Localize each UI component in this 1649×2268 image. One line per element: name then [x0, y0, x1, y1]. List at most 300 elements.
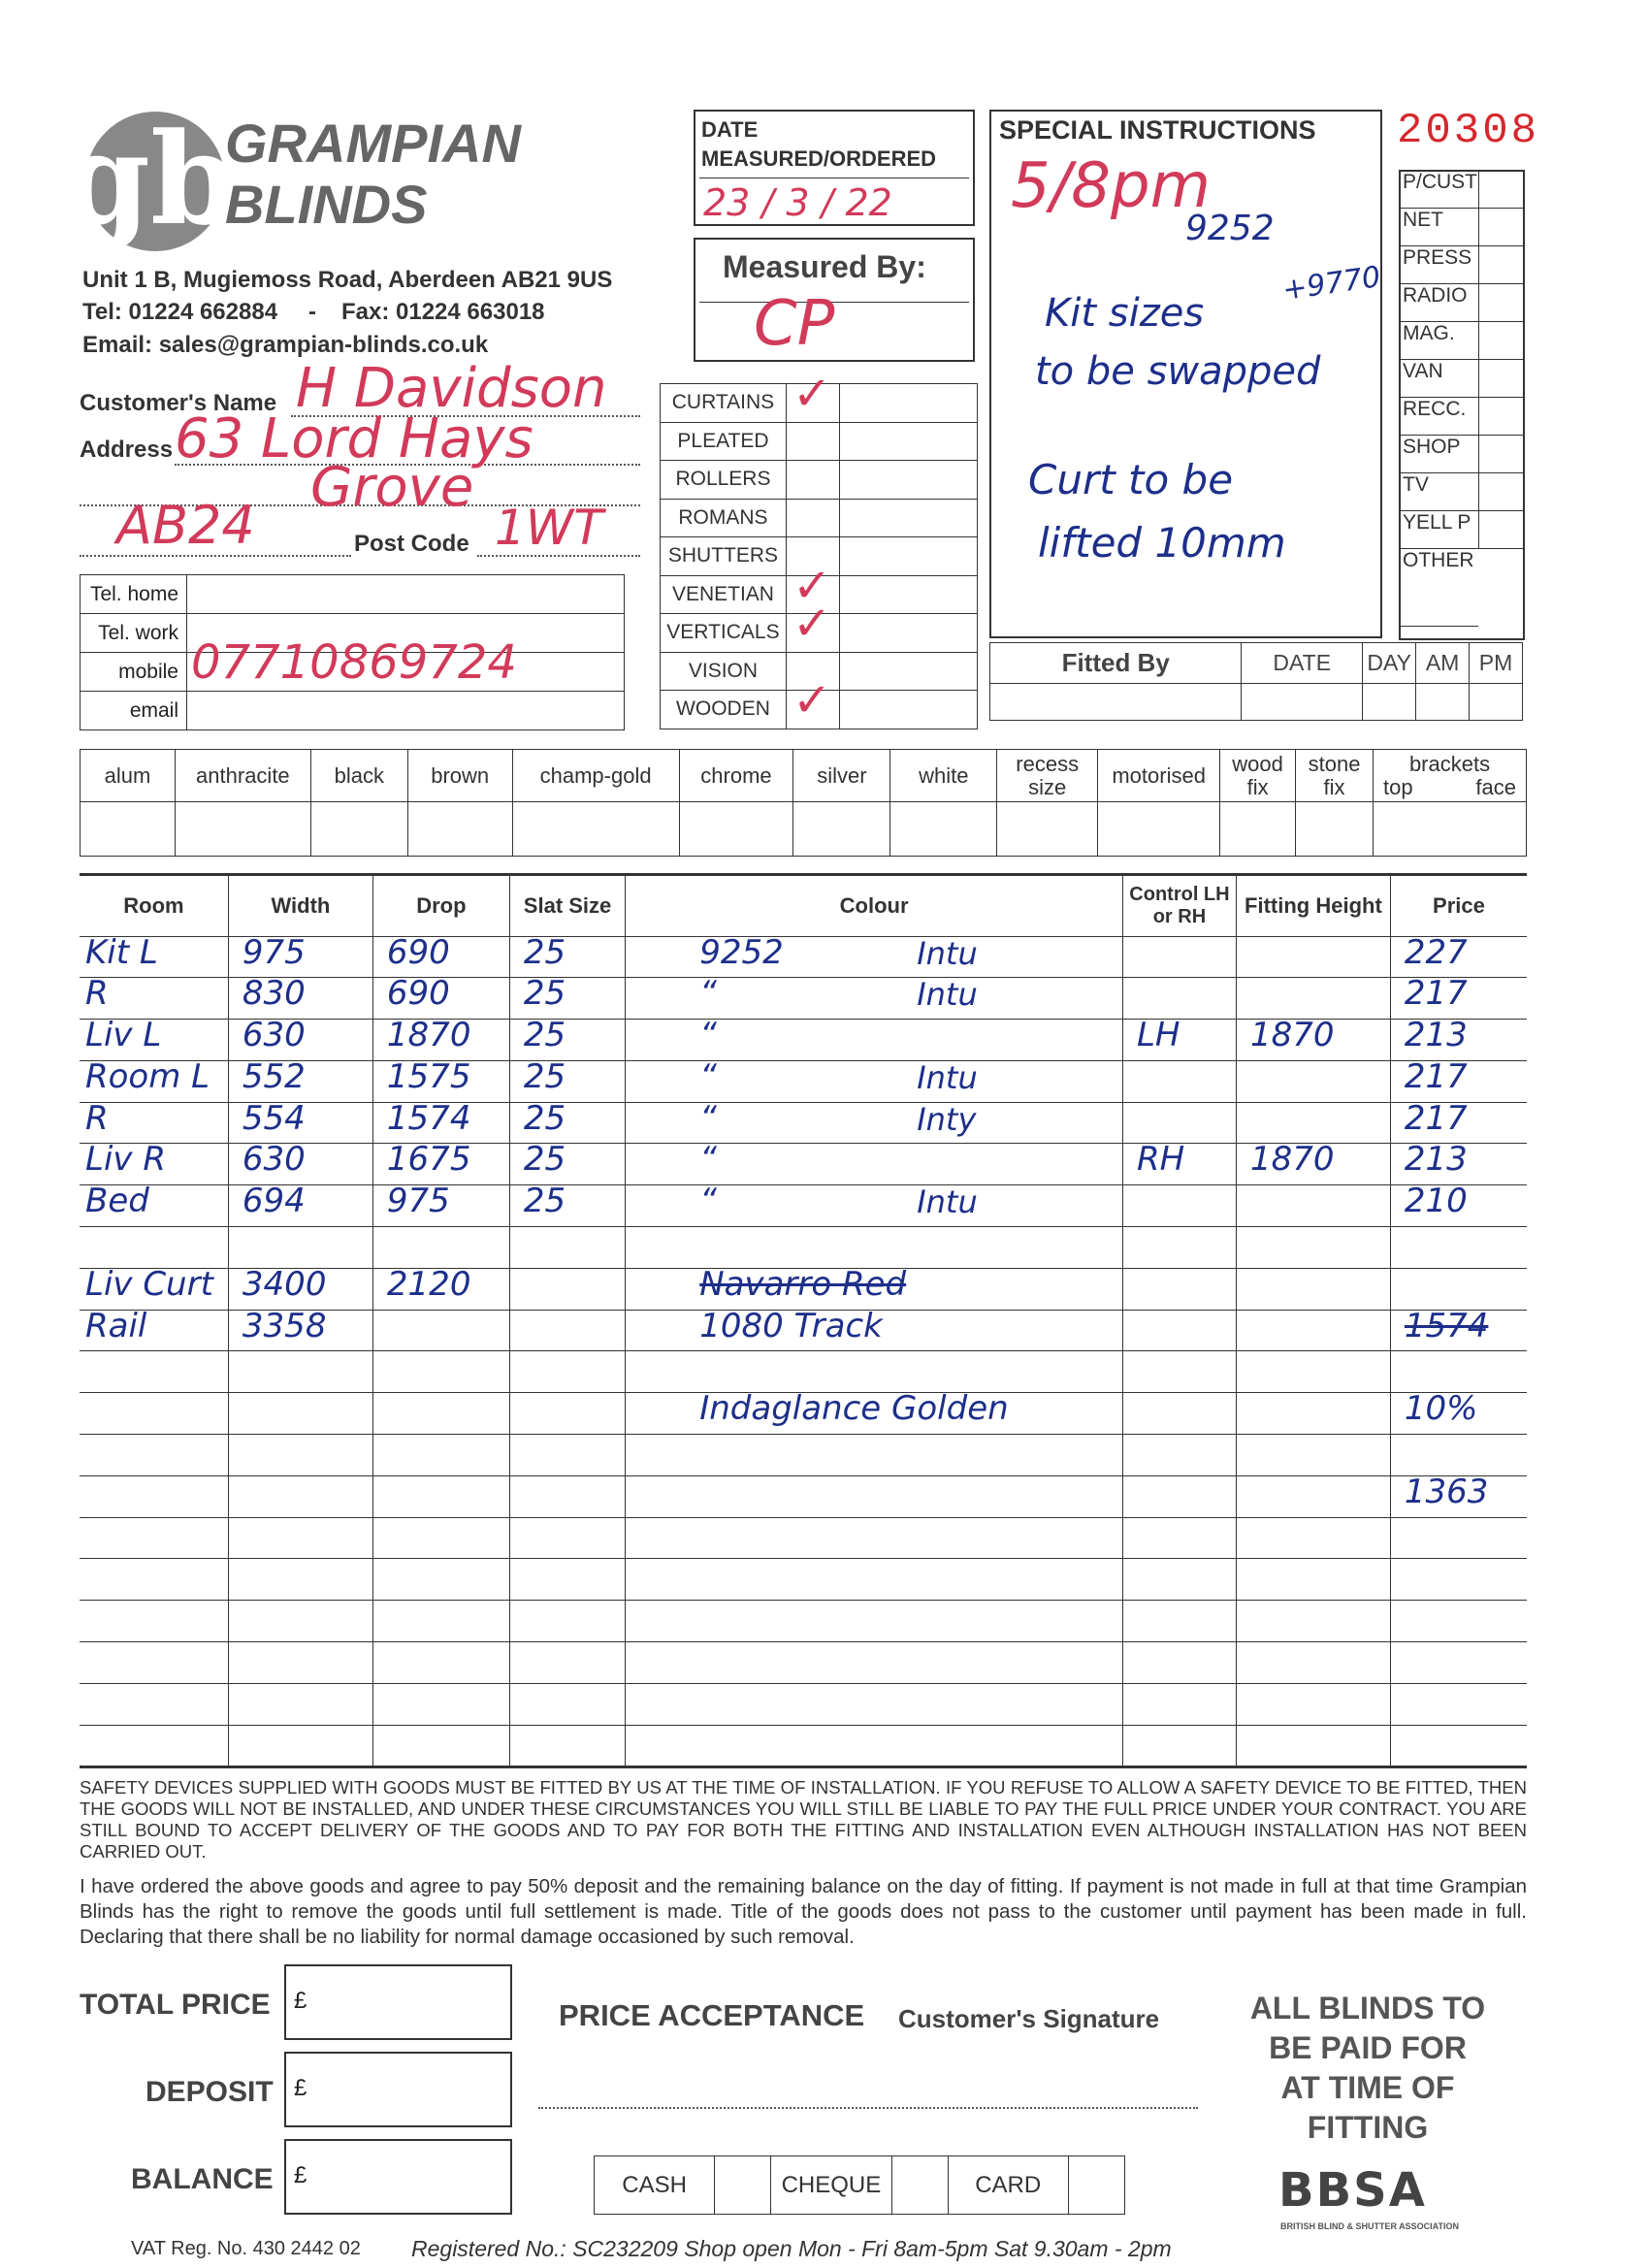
cell-room[interactable]	[80, 974, 228, 1020]
cell-colour[interactable]	[626, 1475, 1123, 1517]
option-value[interactable]	[1098, 802, 1220, 857]
cell-colour[interactable]	[626, 932, 1123, 978]
cell-width[interactable]	[228, 1475, 372, 1517]
logo-circle-icon	[62, 105, 239, 254]
cell-drop[interactable]	[372, 1601, 509, 1642]
cell-slat-text: 25	[523, 1098, 566, 1138]
cell-control[interactable]	[1122, 1559, 1236, 1601]
table-row	[80, 1475, 1527, 1517]
cell-control[interactable]	[1122, 1475, 1236, 1517]
cell-colour[interactable]	[626, 1517, 1123, 1559]
cell-room[interactable]	[80, 1016, 228, 1061]
option-chrome: chrome	[679, 750, 793, 802]
cell-width[interactable]	[228, 1306, 372, 1351]
option-value[interactable]	[175, 802, 310, 857]
balance-label: BALANCE	[131, 2163, 274, 2195]
cell-control[interactable]	[1122, 1060, 1236, 1102]
col-room: Room	[80, 876, 228, 936]
postcode-value[interactable]: 1WT	[495, 500, 603, 556]
cell-colour[interactable]	[626, 1601, 1123, 1642]
cell-price[interactable]	[1390, 1056, 1527, 1102]
date-box	[694, 110, 975, 226]
cell-colour[interactable]	[626, 1725, 1123, 1766]
cell-price[interactable]	[1390, 1182, 1527, 1227]
option-value[interactable]	[81, 802, 176, 857]
check-mark-icon: ✓	[792, 673, 832, 728]
product-notes[interactable]	[839, 537, 977, 576]
cell-price[interactable]	[1390, 1559, 1527, 1601]
product-checkbox[interactable]	[786, 422, 839, 461]
cell-price[interactable]	[1390, 1016, 1527, 1061]
cell-fitting[interactable]	[1236, 1140, 1390, 1185]
address-value-3[interactable]: AB24	[116, 495, 255, 556]
product-checkbox[interactable]	[786, 461, 839, 500]
product-label: PLEATED	[661, 422, 787, 461]
balance-currency: £	[294, 2162, 307, 2188]
cell-drop[interactable]	[372, 1140, 509, 1185]
cell-fitting[interactable]	[1236, 1310, 1390, 1351]
special-instructions-box	[989, 110, 1382, 638]
cell-room-text: Bed	[85, 1182, 149, 1221]
fitted-pm-label: PM	[1470, 643, 1523, 684]
cell-fitting[interactable]	[1236, 936, 1390, 978]
cell-width[interactable]	[228, 1098, 372, 1144]
cell-price[interactable]	[1390, 1472, 1527, 1517]
source-label: SHOP	[1400, 436, 1479, 473]
date-value[interactable]: 23 / 3 / 22	[703, 181, 892, 224]
option-brown: brown	[407, 750, 512, 802]
option-value[interactable]	[793, 802, 890, 857]
cell-drop[interactable]	[372, 1725, 509, 1766]
product-notes[interactable]	[839, 691, 977, 729]
cell-drop[interactable]	[372, 974, 509, 1020]
option-anthracite: anthracite	[175, 750, 310, 802]
cell-drop[interactable]	[372, 1016, 509, 1061]
payment-cash-checkbox[interactable]	[715, 2156, 771, 2215]
cell-drop[interactable]	[372, 1056, 509, 1102]
cell-slat[interactable]	[509, 1016, 625, 1061]
cell-drop[interactable]	[372, 1393, 509, 1435]
cell-price[interactable]	[1390, 974, 1527, 1020]
source-list-frame	[1399, 170, 1525, 640]
product-notes[interactable]	[839, 499, 977, 537]
cell-colour[interactable]	[626, 1098, 1123, 1144]
table-row	[80, 1683, 1527, 1725]
cell-drop[interactable]	[372, 1227, 509, 1269]
cell-width[interactable]	[228, 1140, 372, 1185]
cell-drop[interactable]	[372, 932, 509, 978]
cell-slat[interactable]	[509, 1140, 625, 1185]
cell-fitting[interactable]	[1236, 1435, 1390, 1476]
option-value[interactable]	[407, 802, 512, 857]
cell-width[interactable]	[228, 1559, 372, 1601]
cell-width[interactable]	[228, 1182, 372, 1227]
tel-fax-separator: -	[308, 299, 316, 325]
cell-room[interactable]	[80, 1559, 228, 1601]
cell-price[interactable]	[1390, 1683, 1527, 1725]
total-price-field[interactable]	[284, 1964, 512, 2040]
cell-colour[interactable]	[626, 1227, 1123, 1269]
cell-price-text: 213	[1404, 1016, 1468, 1055]
cell-control[interactable]	[1122, 1268, 1236, 1310]
cell-control[interactable]	[1122, 1185, 1236, 1227]
cell-fitting[interactable]	[1236, 1393, 1390, 1435]
cell-control[interactable]	[1122, 1351, 1236, 1393]
option-value[interactable]	[1220, 802, 1296, 857]
product-checkbox[interactable]	[786, 597, 839, 653]
product-notes[interactable]	[839, 614, 977, 653]
cell-room[interactable]	[80, 1227, 228, 1269]
email-value[interactable]	[187, 692, 625, 730]
cell-slat[interactable]	[509, 1642, 625, 1684]
cell-room[interactable]	[80, 1098, 228, 1144]
cell-colour[interactable]	[626, 1264, 1123, 1310]
cell-slat-text: 25	[523, 1056, 566, 1096]
company-email: Email: sales@grampian-blinds.co.uk	[82, 332, 489, 358]
cell-fitting[interactable]	[1236, 1559, 1390, 1601]
cell-slat[interactable]	[509, 1310, 625, 1351]
mobile-value-cell[interactable]	[187, 635, 625, 692]
cell-control[interactable]	[1122, 1227, 1236, 1269]
product-notes[interactable]	[839, 384, 977, 423]
product-notes[interactable]	[839, 575, 977, 614]
special-line-3[interactable]: Kit sizes	[1045, 291, 1205, 336]
option-white: white	[890, 750, 997, 802]
cell-slat[interactable]	[509, 932, 625, 978]
customer-name-label: Customer's Name	[80, 390, 277, 416]
notice-line3: AT TIME OF	[1280, 2070, 1455, 2105]
cell-price[interactable]	[1390, 1268, 1527, 1310]
cell-drop-text: 1870	[386, 1016, 471, 1055]
product-label: VERTICALS	[661, 614, 787, 653]
cell-room[interactable]	[80, 1351, 228, 1393]
cell-fitting[interactable]	[1236, 1268, 1390, 1310]
source-label: P/CUST	[1400, 171, 1479, 209]
option-stone-fix: stone fix	[1296, 750, 1374, 802]
fitted-date-label: DATE	[1242, 643, 1363, 684]
product-notes[interactable]	[839, 422, 977, 461]
cell-fitting[interactable]	[1236, 1683, 1390, 1725]
check-mark-icon: ✓	[792, 367, 832, 421]
cell-control[interactable]	[1122, 1016, 1236, 1061]
cell-fitting[interactable]	[1236, 1060, 1390, 1102]
company-fax: Fax: 01224 663018	[341, 299, 545, 325]
cell-drop[interactable]	[372, 1559, 509, 1601]
cell-room[interactable]	[80, 1182, 228, 1227]
cell-drop[interactable]	[372, 1264, 509, 1310]
option-value[interactable]	[310, 802, 407, 857]
cell-colour-text: 9252	[699, 932, 784, 972]
cell-slat[interactable]	[509, 1683, 625, 1725]
option-value[interactable]	[512, 802, 679, 857]
source-label: OTHER	[1400, 549, 1479, 627]
cell-fitting[interactable]	[1236, 1351, 1390, 1393]
cell-room[interactable]	[80, 1435, 228, 1476]
cell-control[interactable]	[1122, 1393, 1236, 1435]
cell-drop-text: 690	[386, 932, 450, 972]
cell-width[interactable]	[228, 974, 372, 1020]
tel-home-value[interactable]	[187, 575, 625, 614]
cell-width[interactable]	[228, 1351, 372, 1393]
cell-control[interactable]	[1122, 1683, 1236, 1725]
mobile-value: 07710869724	[191, 635, 517, 690]
cell-control[interactable]	[1122, 1435, 1236, 1476]
table-row	[80, 1393, 1527, 1435]
cell-control[interactable]	[1122, 978, 1236, 1020]
cell-width[interactable]	[228, 1683, 372, 1725]
col-slat: Slat Size	[509, 876, 625, 936]
cell-fitting[interactable]	[1236, 978, 1390, 1020]
product-label: VISION	[661, 652, 787, 691]
cell-fitting[interactable]	[1236, 1102, 1390, 1144]
cell-price[interactable]	[1390, 1601, 1527, 1642]
table-row	[80, 978, 1527, 1020]
check-mark-icon: ✓	[792, 597, 832, 651]
cell-colour[interactable]	[626, 1306, 1123, 1351]
cell-room-text: Liv R	[85, 1140, 166, 1180]
cell-width[interactable]	[228, 1435, 372, 1476]
cell-drop[interactable]	[372, 1351, 509, 1393]
cell-room[interactable]	[80, 1725, 228, 1766]
option-value[interactable]	[1374, 802, 1527, 857]
cell-colour[interactable]	[626, 1056, 1123, 1102]
fitted-day-value[interactable]	[1363, 684, 1416, 721]
cell-room[interactable]	[80, 1642, 228, 1684]
special-line-time[interactable]: 5/8pm	[1011, 150, 1211, 222]
cell-price[interactable]	[1390, 1642, 1527, 1684]
cell-drop-text: 690	[386, 974, 450, 1014]
cell-control-text: RH	[1136, 1140, 1185, 1180]
fitted-pm-value[interactable]	[1470, 684, 1523, 721]
product-type-table	[660, 367, 978, 729]
cell-fitting[interactable]	[1236, 1642, 1390, 1684]
payment-cheque-label: CHEQUE	[771, 2156, 891, 2215]
table-row	[80, 936, 1527, 978]
price-acceptance-subtitle: Customer's Signature	[898, 2004, 1160, 2033]
cell-width-text: 975	[242, 932, 306, 972]
cell-colour[interactable]	[626, 1389, 1123, 1435]
cell-slat-text: 25	[523, 1182, 566, 1221]
address-value-1[interactable]: 63 Lord Hays	[175, 407, 534, 470]
cell-room[interactable]	[80, 1475, 228, 1517]
cell-drop[interactable]	[372, 1683, 509, 1725]
cell-fitting[interactable]	[1236, 1185, 1390, 1227]
cell-control[interactable]	[1122, 1517, 1236, 1559]
notice-line4: FITTING	[1307, 2110, 1429, 2145]
cell-room[interactable]	[80, 1601, 228, 1642]
cell-colour[interactable]	[626, 974, 1123, 1020]
table-row	[80, 1559, 1527, 1601]
cell-room[interactable]	[80, 1517, 228, 1559]
price-acceptance-title: PRICE ACCEPTANCE	[559, 1998, 865, 2032]
deposit-field[interactable]	[284, 2052, 512, 2127]
cell-fitting[interactable]	[1236, 1475, 1390, 1517]
cell-price[interactable]	[1390, 1517, 1527, 1559]
company-tel: Tel: 01224 662884	[82, 299, 278, 325]
fitted-date-value[interactable]	[1242, 684, 1363, 721]
cell-fitting[interactable]	[1236, 1227, 1390, 1269]
special-line-5[interactable]: Curt to be	[1028, 456, 1234, 503]
cell-control[interactable]	[1122, 1140, 1236, 1185]
cell-width[interactable]	[228, 1227, 372, 1269]
cell-slat[interactable]	[509, 1517, 625, 1559]
cell-note-text: Intu	[917, 976, 978, 1014]
cell-slat-text: 25	[523, 974, 566, 1014]
cell-price[interactable]	[1390, 1435, 1527, 1476]
special-line-6[interactable]: lifted 10mm	[1038, 519, 1286, 567]
company-name-line2: BLINDS	[225, 174, 428, 235]
cell-drop[interactable]	[372, 1098, 509, 1144]
cell-control[interactable]	[1122, 1725, 1236, 1766]
table-row	[80, 1268, 1527, 1310]
cell-fitting[interactable]	[1236, 1016, 1390, 1061]
table-row	[80, 1601, 1527, 1642]
product-notes[interactable]	[839, 652, 977, 691]
address-value-2[interactable]: Grove	[310, 456, 474, 519]
cell-slat[interactable]	[509, 974, 625, 1020]
payment-cheque-checkbox[interactable]	[891, 2156, 948, 2215]
cell-width[interactable]	[228, 1264, 372, 1310]
cell-colour[interactable]	[626, 1016, 1123, 1061]
cell-price[interactable]	[1390, 1140, 1527, 1185]
cell-slat[interactable]	[509, 1182, 625, 1227]
cell-room[interactable]	[80, 1393, 228, 1435]
cell-drop[interactable]	[372, 1475, 509, 1517]
cell-slat[interactable]	[509, 1268, 625, 1310]
cell-control[interactable]	[1122, 1310, 1236, 1351]
cell-room[interactable]	[80, 1264, 228, 1310]
cell-drop[interactable]	[372, 1310, 509, 1351]
signature-line[interactable]	[538, 2107, 1198, 2109]
cell-width[interactable]	[228, 1601, 372, 1642]
cell-colour[interactable]	[626, 1351, 1123, 1393]
cell-price[interactable]	[1390, 1725, 1527, 1766]
product-checkbox[interactable]	[786, 673, 839, 729]
cell-width[interactable]	[228, 932, 372, 978]
cell-drop[interactable]	[372, 1517, 509, 1559]
cell-slat[interactable]	[509, 1725, 625, 1766]
cell-room[interactable]	[80, 932, 228, 978]
cell-price-text: 227	[1404, 932, 1468, 972]
product-checkbox[interactable]	[786, 367, 839, 423]
cell-slat[interactable]	[509, 1475, 625, 1517]
special-line-4[interactable]: to be swapped	[1035, 349, 1321, 394]
cell-drop-text: 1574	[386, 1098, 471, 1138]
cell-price[interactable]	[1390, 1098, 1527, 1144]
cell-slat-text: 25	[523, 1016, 566, 1055]
cell-fitting[interactable]	[1236, 1601, 1390, 1642]
cell-control[interactable]	[1122, 936, 1236, 978]
cell-price[interactable]	[1390, 1306, 1527, 1351]
cell-width[interactable]	[228, 1517, 372, 1559]
cell-slat[interactable]	[509, 1559, 625, 1601]
cell-control[interactable]	[1122, 1601, 1236, 1642]
cell-width-text: 554	[242, 1098, 306, 1138]
option-champ-gold: champ-gold	[512, 750, 679, 802]
cell-colour[interactable]	[626, 1559, 1123, 1601]
cell-drop[interactable]	[372, 1642, 509, 1684]
brackets-top: top	[1383, 774, 1413, 799]
fitted-by-value[interactable]	[990, 684, 1242, 721]
table-row	[80, 1020, 1527, 1061]
option-wood-fix: wood fix	[1220, 750, 1296, 802]
cell-width[interactable]	[228, 1725, 372, 1766]
product-checkbox[interactable]	[786, 499, 839, 537]
option-silver: silver	[793, 750, 890, 802]
product-notes[interactable]	[839, 461, 977, 500]
customer-name[interactable]: H Davidson	[296, 357, 607, 420]
cell-width[interactable]	[228, 1016, 372, 1061]
cell-room[interactable]	[80, 1306, 228, 1351]
source-label: RADIO	[1400, 284, 1479, 322]
cell-width-text: 3400	[242, 1264, 327, 1304]
cell-price[interactable]	[1390, 1351, 1527, 1393]
cell-slat[interactable]	[509, 1098, 625, 1144]
cell-slat[interactable]	[509, 1435, 625, 1476]
cell-width[interactable]	[228, 1642, 372, 1684]
cell-fitting[interactable]	[1236, 1725, 1390, 1766]
cell-colour[interactable]	[626, 1182, 1123, 1227]
cell-slat[interactable]	[509, 1227, 625, 1269]
option-value[interactable]	[997, 802, 1098, 857]
cell-colour[interactable]	[626, 1435, 1123, 1476]
total-currency: £	[294, 1988, 307, 2014]
cell-room[interactable]	[80, 1683, 228, 1725]
special-line-code1[interactable]: 9252	[1185, 209, 1275, 248]
bbsa-caption: BRITISH BLIND & SHUTTER ASSOCIATION	[1280, 2221, 1459, 2231]
cell-slat[interactable]	[509, 1351, 625, 1393]
cell-price[interactable]	[1390, 1389, 1527, 1435]
cell-colour[interactable]	[626, 1642, 1123, 1684]
cell-room[interactable]	[80, 1056, 228, 1102]
cell-price-text: 210	[1404, 1182, 1468, 1221]
postcode-label: Post Code	[354, 531, 469, 557]
company-address: Unit 1 B, Mugiemoss Road, Aberdeen AB21 9US	[82, 267, 613, 293]
option-value[interactable]	[1296, 802, 1374, 857]
balance-field[interactable]	[284, 2139, 512, 2215]
table-row	[80, 1102, 1527, 1144]
special-line-code2[interactable]: +9770	[1280, 260, 1383, 308]
cell-width[interactable]	[228, 1393, 372, 1435]
measured-by-label: Measured By:	[723, 249, 926, 284]
cell-width[interactable]	[228, 1056, 372, 1102]
cell-colour[interactable]	[626, 1140, 1123, 1185]
cell-slat[interactable]	[509, 1393, 625, 1435]
cell-slat[interactable]	[509, 1056, 625, 1102]
cell-colour-text: 1080 Track	[699, 1306, 883, 1345]
cell-slat[interactable]	[509, 1601, 625, 1642]
cell-colour-text: “	[699, 1182, 717, 1221]
cell-room[interactable]	[80, 1140, 228, 1185]
payment-card-checkbox[interactable]	[1068, 2156, 1124, 2215]
cell-drop[interactable]	[372, 1435, 509, 1476]
cell-fitting[interactable]	[1236, 1517, 1390, 1559]
measured-by-value[interactable]: CP	[754, 288, 835, 360]
cell-drop[interactable]	[372, 1182, 509, 1227]
cell-colour[interactable]	[626, 1683, 1123, 1725]
fitted-am-value[interactable]	[1416, 684, 1470, 721]
option-value[interactable]	[679, 802, 793, 857]
product-label: ROMANS	[661, 499, 787, 537]
cell-control[interactable]	[1122, 1102, 1236, 1144]
table-row	[80, 1351, 1527, 1393]
option-black: black	[310, 750, 407, 802]
cell-control[interactable]	[1122, 1642, 1236, 1684]
col-width: Width	[228, 876, 372, 936]
option-value[interactable]	[890, 802, 997, 857]
cell-price[interactable]	[1390, 1227, 1527, 1269]
cell-price[interactable]	[1390, 932, 1527, 978]
